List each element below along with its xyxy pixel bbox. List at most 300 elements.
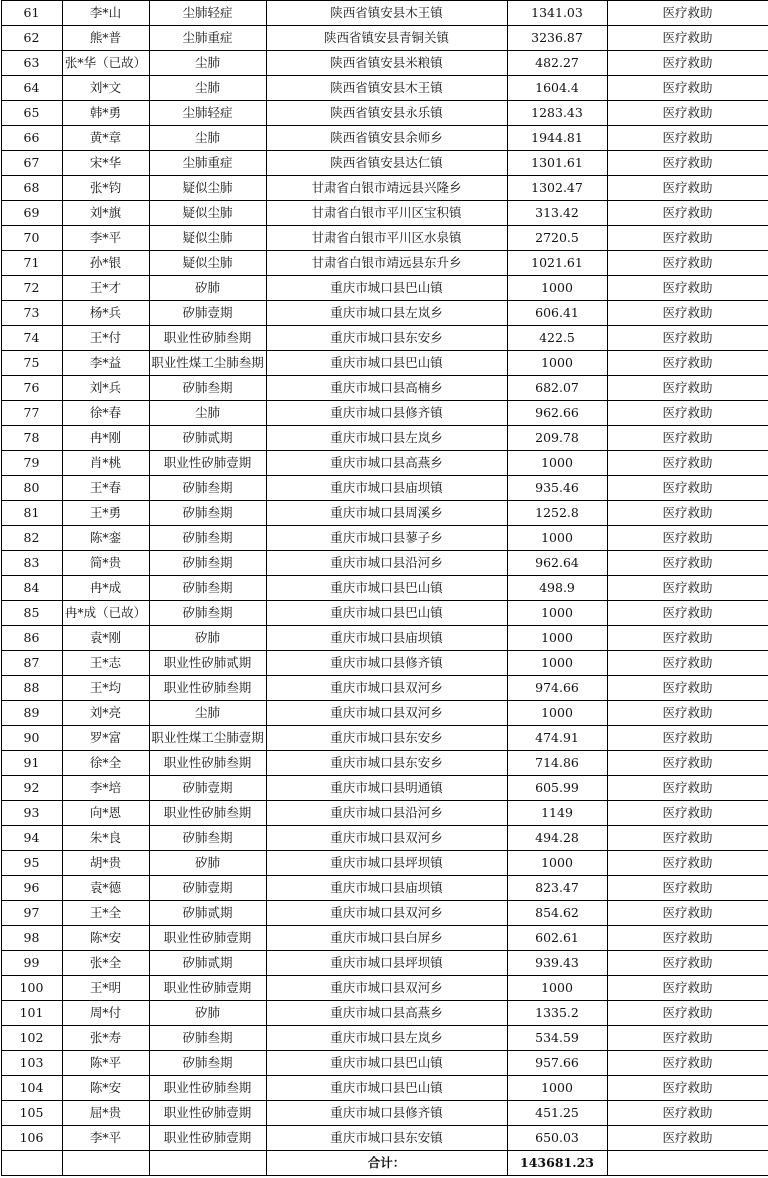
table-row: [1, 826, 768, 851]
diagnosis-cell: 尘肺轻症: [149, 1, 266, 26]
table-row: [1, 1026, 768, 1051]
row-number-cell: 99: [1, 951, 62, 976]
amount-cell: 1252.8: [507, 501, 607, 526]
row-number-cell: 81: [1, 501, 62, 526]
diagnosis-cell: 职业性矽肺壹期: [149, 976, 266, 1001]
row-number-cell: 91: [1, 751, 62, 776]
amount-cell: 313.42: [507, 201, 607, 226]
name-cell: 朱*良: [62, 826, 149, 851]
table-row: [1, 576, 768, 601]
amount-cell: 1000: [507, 526, 607, 551]
amount-cell: 534.59: [507, 1026, 607, 1051]
table-row: [1, 126, 768, 151]
name-cell: 张*全: [62, 951, 149, 976]
name-cell: 袁*德: [62, 876, 149, 901]
address-cell: 重庆市城口县巴山镇: [266, 1076, 507, 1101]
amount-cell: 602.61: [507, 926, 607, 951]
address-cell: 重庆市城口县左岚乡: [266, 426, 507, 451]
row-number-cell: 88: [1, 676, 62, 701]
name-cell: 刘*旗: [62, 201, 149, 226]
name-cell: 罗*富: [62, 726, 149, 751]
diagnosis-cell: 尘肺重症: [149, 26, 266, 51]
row-number-cell: 63: [1, 51, 62, 76]
aid-type-cell: 医疗救助: [607, 101, 768, 126]
amount-cell: 682.07: [507, 376, 607, 401]
address-cell: 重庆市城口县高楠乡: [266, 376, 507, 401]
table-row: [1, 951, 768, 976]
diagnosis-cell: 职业性矽肺壹期: [149, 926, 266, 951]
aid-type-cell: 医疗救助: [607, 1, 768, 26]
diagnosis-cell: 尘肺: [149, 401, 266, 426]
aid-type-cell: 医疗救助: [607, 301, 768, 326]
address-cell: 重庆市城口县蓼子乡: [266, 526, 507, 551]
row-number-cell: 82: [1, 526, 62, 551]
table-row: [1, 851, 768, 876]
address-cell: 重庆市城口县双河乡: [266, 826, 507, 851]
amount-cell: 1301.61: [507, 151, 607, 176]
aid-type-cell: 医疗救助: [607, 1126, 768, 1151]
row-number-cell: 79: [1, 451, 62, 476]
aid-type-cell: 医疗救助: [607, 676, 768, 701]
name-cell: 冉*刚: [62, 426, 149, 451]
address-cell: 重庆市城口县巴山镇: [266, 276, 507, 301]
total-blank-cell: [1, 1151, 62, 1176]
name-cell: 张*华（已故）: [62, 51, 149, 76]
diagnosis-cell: 矽肺叁期: [149, 551, 266, 576]
aid-type-cell: 医疗救助: [607, 376, 768, 401]
name-cell: 向*恩: [62, 801, 149, 826]
total-blank-cell: [62, 1151, 149, 1176]
table-row: [1, 476, 768, 501]
table-row: [1, 701, 768, 726]
table-row: [1, 676, 768, 701]
address-cell: 重庆市城口县明通镇: [266, 776, 507, 801]
aid-type-cell: 医疗救助: [607, 726, 768, 751]
aid-type-cell: 医疗救助: [607, 401, 768, 426]
aid-table: [1, 0, 768, 1176]
address-cell: 陕西省镇安县木王镇: [266, 1, 507, 26]
amount-cell: 974.66: [507, 676, 607, 701]
aid-type-cell: 医疗救助: [607, 526, 768, 551]
table-row: [1, 301, 768, 326]
amount-cell: 1000: [507, 351, 607, 376]
aid-type-cell: 医疗救助: [607, 826, 768, 851]
name-cell: 王*全: [62, 901, 149, 926]
address-cell: 重庆市城口县修齐镇: [266, 401, 507, 426]
amount-cell: 1335.2: [507, 1001, 607, 1026]
address-cell: 甘肃省白银市平川区水泉镇: [266, 226, 507, 251]
table-row: [1, 801, 768, 826]
amount-cell: 1283.43: [507, 101, 607, 126]
table-row: [1, 326, 768, 351]
name-cell: 冉*成: [62, 576, 149, 601]
diagnosis-cell: 职业性矽肺壹期: [149, 1126, 266, 1151]
diagnosis-cell: 职业性矽肺贰期: [149, 651, 266, 676]
row-number-cell: 64: [1, 76, 62, 101]
aid-type-cell: 医疗救助: [607, 601, 768, 626]
name-cell: 李*平: [62, 226, 149, 251]
address-cell: 陕西省镇安县木王镇: [266, 76, 507, 101]
name-cell: 屈*贵: [62, 1101, 149, 1126]
name-cell: 周*付: [62, 1001, 149, 1026]
amount-cell: 714.86: [507, 751, 607, 776]
diagnosis-cell: 疑似尘肺: [149, 251, 266, 276]
name-cell: 王*均: [62, 676, 149, 701]
table-row: [1, 351, 768, 376]
amount-cell: 2720.5: [507, 226, 607, 251]
name-cell: 张*寿: [62, 1026, 149, 1051]
table-row: [1, 1051, 768, 1076]
row-number-cell: 100: [1, 976, 62, 1001]
aid-table-body: [1, 1, 768, 1151]
amount-cell: 1341.03: [507, 1, 607, 26]
aid-type-cell: 医疗救助: [607, 1001, 768, 1026]
aid-type-cell: 医疗救助: [607, 226, 768, 251]
diagnosis-cell: 职业性矽肺叁期: [149, 801, 266, 826]
amount-cell: 1604.4: [507, 76, 607, 101]
amount-cell: 498.9: [507, 576, 607, 601]
name-cell: 肖*桃: [62, 451, 149, 476]
row-number-cell: 72: [1, 276, 62, 301]
aid-type-cell: 医疗救助: [607, 326, 768, 351]
address-cell: 甘肃省白银市靖远县东升乡: [266, 251, 507, 276]
name-cell: 陈*安: [62, 1076, 149, 1101]
amount-cell: 606.41: [507, 301, 607, 326]
row-number-cell: 69: [1, 201, 62, 226]
row-number-cell: 87: [1, 651, 62, 676]
aid-type-cell: 医疗救助: [607, 701, 768, 726]
row-number-cell: 65: [1, 101, 62, 126]
name-cell: 李*益: [62, 351, 149, 376]
row-number-cell: 62: [1, 26, 62, 51]
amount-cell: 451.25: [507, 1101, 607, 1126]
table-row: [1, 26, 768, 51]
address-cell: 重庆市城口县双河乡: [266, 901, 507, 926]
address-cell: 重庆市城口县周溪乡: [266, 501, 507, 526]
row-number-cell: 66: [1, 126, 62, 151]
table-row: [1, 151, 768, 176]
row-number-cell: 95: [1, 851, 62, 876]
table-row: [1, 751, 768, 776]
aid-type-cell: 医疗救助: [607, 926, 768, 951]
address-cell: 重庆市城口县庙坝镇: [266, 626, 507, 651]
total-label: 合计：: [266, 1151, 507, 1176]
address-cell: 陕西省镇安县达仁镇: [266, 151, 507, 176]
amount-cell: 605.99: [507, 776, 607, 801]
diagnosis-cell: 尘肺轻症: [149, 101, 266, 126]
table-row: [1, 1, 768, 26]
aid-type-cell: 医疗救助: [607, 1026, 768, 1051]
address-cell: 重庆市城口县坪坝镇: [266, 951, 507, 976]
name-cell: 王*明: [62, 976, 149, 1001]
name-cell: 徐*全: [62, 751, 149, 776]
row-number-cell: 70: [1, 226, 62, 251]
address-cell: 重庆市城口县高燕乡: [266, 451, 507, 476]
name-cell: 胡*贵: [62, 851, 149, 876]
address-cell: 甘肃省白银市平川区宝积镇: [266, 201, 507, 226]
table-row: [1, 976, 768, 1001]
name-cell: 刘*亮: [62, 701, 149, 726]
table-row: [1, 551, 768, 576]
row-number-cell: 103: [1, 1051, 62, 1076]
name-cell: 王*才: [62, 276, 149, 301]
table-row: [1, 626, 768, 651]
name-cell: 刘*兵: [62, 376, 149, 401]
name-cell: 冉*成（已故）: [62, 601, 149, 626]
name-cell: 刘*文: [62, 76, 149, 101]
row-number-cell: 61: [1, 1, 62, 26]
aid-type-cell: 医疗救助: [607, 576, 768, 601]
amount-cell: 823.47: [507, 876, 607, 901]
aid-type-cell: 医疗救助: [607, 51, 768, 76]
row-number-cell: 76: [1, 376, 62, 401]
aid-type-cell: 医疗救助: [607, 651, 768, 676]
diagnosis-cell: 尘肺: [149, 76, 266, 101]
amount-cell: 1000: [507, 451, 607, 476]
diagnosis-cell: 矽肺叁期: [149, 576, 266, 601]
address-cell: 重庆市城口县巴山镇: [266, 1051, 507, 1076]
row-number-cell: 97: [1, 901, 62, 926]
address-cell: 重庆市城口县东安乡: [266, 726, 507, 751]
name-cell: 熊*普: [62, 26, 149, 51]
diagnosis-cell: 矽肺贰期: [149, 901, 266, 926]
table-row: [1, 51, 768, 76]
name-cell: 李*平: [62, 1126, 149, 1151]
name-cell: 韩*勇: [62, 101, 149, 126]
aid-type-cell: 医疗救助: [607, 151, 768, 176]
table-row: [1, 1101, 768, 1126]
row-number-cell: 92: [1, 776, 62, 801]
name-cell: 陈*平: [62, 1051, 149, 1076]
row-number-cell: 89: [1, 701, 62, 726]
table-row: [1, 901, 768, 926]
aid-type-cell: 医疗救助: [607, 851, 768, 876]
aid-type-cell: 医疗救助: [607, 801, 768, 826]
table-row: [1, 776, 768, 801]
row-number-cell: 71: [1, 251, 62, 276]
total-value: 143681.23: [507, 1151, 607, 1176]
table-row: [1, 376, 768, 401]
address-cell: 重庆市城口县坪坝镇: [266, 851, 507, 876]
address-cell: 重庆市城口县沿河乡: [266, 551, 507, 576]
address-cell: 重庆市城口县东安镇: [266, 1126, 507, 1151]
table-row: [1, 601, 768, 626]
row-number-cell: 85: [1, 601, 62, 626]
amount-cell: 1000: [507, 851, 607, 876]
aid-type-cell: 医疗救助: [607, 351, 768, 376]
amount-cell: 1021.61: [507, 251, 607, 276]
diagnosis-cell: 矽肺叁期: [149, 476, 266, 501]
amount-cell: 422.5: [507, 326, 607, 351]
diagnosis-cell: 矽肺贰期: [149, 426, 266, 451]
table-row: [1, 401, 768, 426]
name-cell: 孙*银: [62, 251, 149, 276]
table-row: [1, 1126, 768, 1151]
row-number-cell: 83: [1, 551, 62, 576]
table-row: [1, 276, 768, 301]
total-blank-cell: [149, 1151, 266, 1176]
address-cell: 重庆市城口县修齐镇: [266, 1101, 507, 1126]
row-number-cell: 80: [1, 476, 62, 501]
aid-type-cell: 医疗救助: [607, 126, 768, 151]
aid-type-cell: 医疗救助: [607, 1051, 768, 1076]
amount-cell: 935.46: [507, 476, 607, 501]
amount-cell: 1944.81: [507, 126, 607, 151]
row-number-cell: 104: [1, 1076, 62, 1101]
row-number-cell: 90: [1, 726, 62, 751]
diagnosis-cell: 矽肺叁期: [149, 501, 266, 526]
address-cell: 重庆市城口县巴山镇: [266, 601, 507, 626]
aid-type-cell: 医疗救助: [607, 501, 768, 526]
amount-cell: 1000: [507, 701, 607, 726]
name-cell: 杨*兵: [62, 301, 149, 326]
amount-cell: 482.27: [507, 51, 607, 76]
diagnosis-cell: 矽肺: [149, 1001, 266, 1026]
diagnosis-cell: 尘肺: [149, 126, 266, 151]
table-row: [1, 176, 768, 201]
address-cell: 重庆市城口县沿河乡: [266, 801, 507, 826]
diagnosis-cell: 尘肺: [149, 51, 266, 76]
address-cell: 重庆市城口县巴山镇: [266, 351, 507, 376]
diagnosis-cell: 矽肺叁期: [149, 376, 266, 401]
aid-type-cell: 医疗救助: [607, 426, 768, 451]
table-row: [1, 76, 768, 101]
name-cell: 王*勇: [62, 501, 149, 526]
amount-cell: 1000: [507, 626, 607, 651]
diagnosis-cell: 矽肺: [149, 626, 266, 651]
name-cell: 王*付: [62, 326, 149, 351]
diagnosis-cell: 职业性矽肺叁期: [149, 676, 266, 701]
aid-type-cell: 医疗救助: [607, 976, 768, 1001]
table-row: [1, 1076, 768, 1101]
aid-type-cell: 医疗救助: [607, 626, 768, 651]
aid-type-cell: 医疗救助: [607, 476, 768, 501]
aid-type-cell: 医疗救助: [607, 251, 768, 276]
diagnosis-cell: 矽肺叁期: [149, 1026, 266, 1051]
name-cell: 张*钧: [62, 176, 149, 201]
amount-cell: 1149: [507, 801, 607, 826]
diagnosis-cell: 职业性矽肺壹期: [149, 1101, 266, 1126]
table-row: [1, 726, 768, 751]
row-number-cell: 84: [1, 576, 62, 601]
diagnosis-cell: 矽肺叁期: [149, 526, 266, 551]
table-row: [1, 451, 768, 476]
row-number-cell: 102: [1, 1026, 62, 1051]
diagnosis-cell: 疑似尘肺: [149, 201, 266, 226]
amount-cell: 957.66: [507, 1051, 607, 1076]
aid-type-cell: 医疗救助: [607, 176, 768, 201]
diagnosis-cell: 职业性矽肺壹期: [149, 451, 266, 476]
amount-cell: 1000: [507, 601, 607, 626]
aid-type-cell: 医疗救助: [607, 776, 768, 801]
amount-cell: 854.62: [507, 901, 607, 926]
name-cell: 徐*春: [62, 401, 149, 426]
address-cell: 重庆市城口县巴山镇: [266, 576, 507, 601]
total-blank-cell: [607, 1151, 768, 1176]
table-row: [1, 651, 768, 676]
diagnosis-cell: 职业性矽肺叁期: [149, 1076, 266, 1101]
table-row: [1, 1001, 768, 1026]
diagnosis-cell: 矽肺叁期: [149, 601, 266, 626]
address-cell: 重庆市城口县左岚乡: [266, 301, 507, 326]
table-row: [1, 526, 768, 551]
table-row: [1, 226, 768, 251]
diagnosis-cell: 职业性煤工尘肺壹期: [149, 726, 266, 751]
name-cell: 陈*安: [62, 926, 149, 951]
diagnosis-cell: 矽肺叁期: [149, 1051, 266, 1076]
diagnosis-cell: 矽肺贰期: [149, 951, 266, 976]
diagnosis-cell: 矽肺壹期: [149, 301, 266, 326]
table-row: [1, 876, 768, 901]
address-cell: 重庆市城口县高燕乡: [266, 1001, 507, 1026]
aid-type-cell: 医疗救助: [607, 451, 768, 476]
amount-cell: 1302.47: [507, 176, 607, 201]
name-cell: 王*志: [62, 651, 149, 676]
amount-cell: 1000: [507, 976, 607, 1001]
name-cell: 简*贵: [62, 551, 149, 576]
row-number-cell: 86: [1, 626, 62, 651]
name-cell: 李*山: [62, 1, 149, 26]
address-cell: 陕西省镇安县永乐镇: [266, 101, 507, 126]
aid-type-cell: 医疗救助: [607, 876, 768, 901]
aid-type-cell: 医疗救助: [607, 901, 768, 926]
row-number-cell: 98: [1, 926, 62, 951]
address-cell: 重庆市城口县双河乡: [266, 976, 507, 1001]
row-number-cell: 106: [1, 1126, 62, 1151]
address-cell: 重庆市城口县双河乡: [266, 676, 507, 701]
address-cell: 陕西省镇安县余师乡: [266, 126, 507, 151]
table-row: [1, 101, 768, 126]
name-cell: 袁*刚: [62, 626, 149, 651]
diagnosis-cell: 职业性煤工尘肺叁期: [149, 351, 266, 376]
row-number-cell: 94: [1, 826, 62, 851]
amount-cell: 650.03: [507, 1126, 607, 1151]
diagnosis-cell: 职业性矽肺叁期: [149, 751, 266, 776]
address-cell: 重庆市城口县东安乡: [266, 326, 507, 351]
amount-cell: 939.43: [507, 951, 607, 976]
aid-type-cell: 医疗救助: [607, 1076, 768, 1101]
amount-cell: 474.91: [507, 726, 607, 751]
address-cell: 重庆市城口县修齐镇: [266, 651, 507, 676]
diagnosis-cell: 疑似尘肺: [149, 176, 266, 201]
amount-cell: 1000: [507, 276, 607, 301]
table-row: [1, 501, 768, 526]
address-cell: 重庆市城口县庙坝镇: [266, 476, 507, 501]
address-cell: 陕西省镇安县青铜关镇: [266, 26, 507, 51]
diagnosis-cell: 尘肺: [149, 701, 266, 726]
aid-type-cell: 医疗救助: [607, 26, 768, 51]
row-number-cell: 101: [1, 1001, 62, 1026]
total-row: [1, 1151, 768, 1176]
total-section: [1, 1151, 768, 1176]
diagnosis-cell: 矽肺叁期: [149, 826, 266, 851]
aid-type-cell: 医疗救助: [607, 1101, 768, 1126]
address-cell: 重庆市城口县左岚乡: [266, 1026, 507, 1051]
name-cell: 王*春: [62, 476, 149, 501]
aid-type-cell: 医疗救助: [607, 951, 768, 976]
address-cell: 重庆市城口县东安乡: [266, 751, 507, 776]
name-cell: 陈*銮: [62, 526, 149, 551]
name-cell: 宋*华: [62, 151, 149, 176]
diagnosis-cell: 矽肺壹期: [149, 776, 266, 801]
name-cell: 李*培: [62, 776, 149, 801]
row-number-cell: 73: [1, 301, 62, 326]
diagnosis-cell: 矽肺: [149, 276, 266, 301]
diagnosis-cell: 矽肺壹期: [149, 876, 266, 901]
aid-type-cell: 医疗救助: [607, 76, 768, 101]
row-number-cell: 68: [1, 176, 62, 201]
amount-cell: 962.66: [507, 401, 607, 426]
